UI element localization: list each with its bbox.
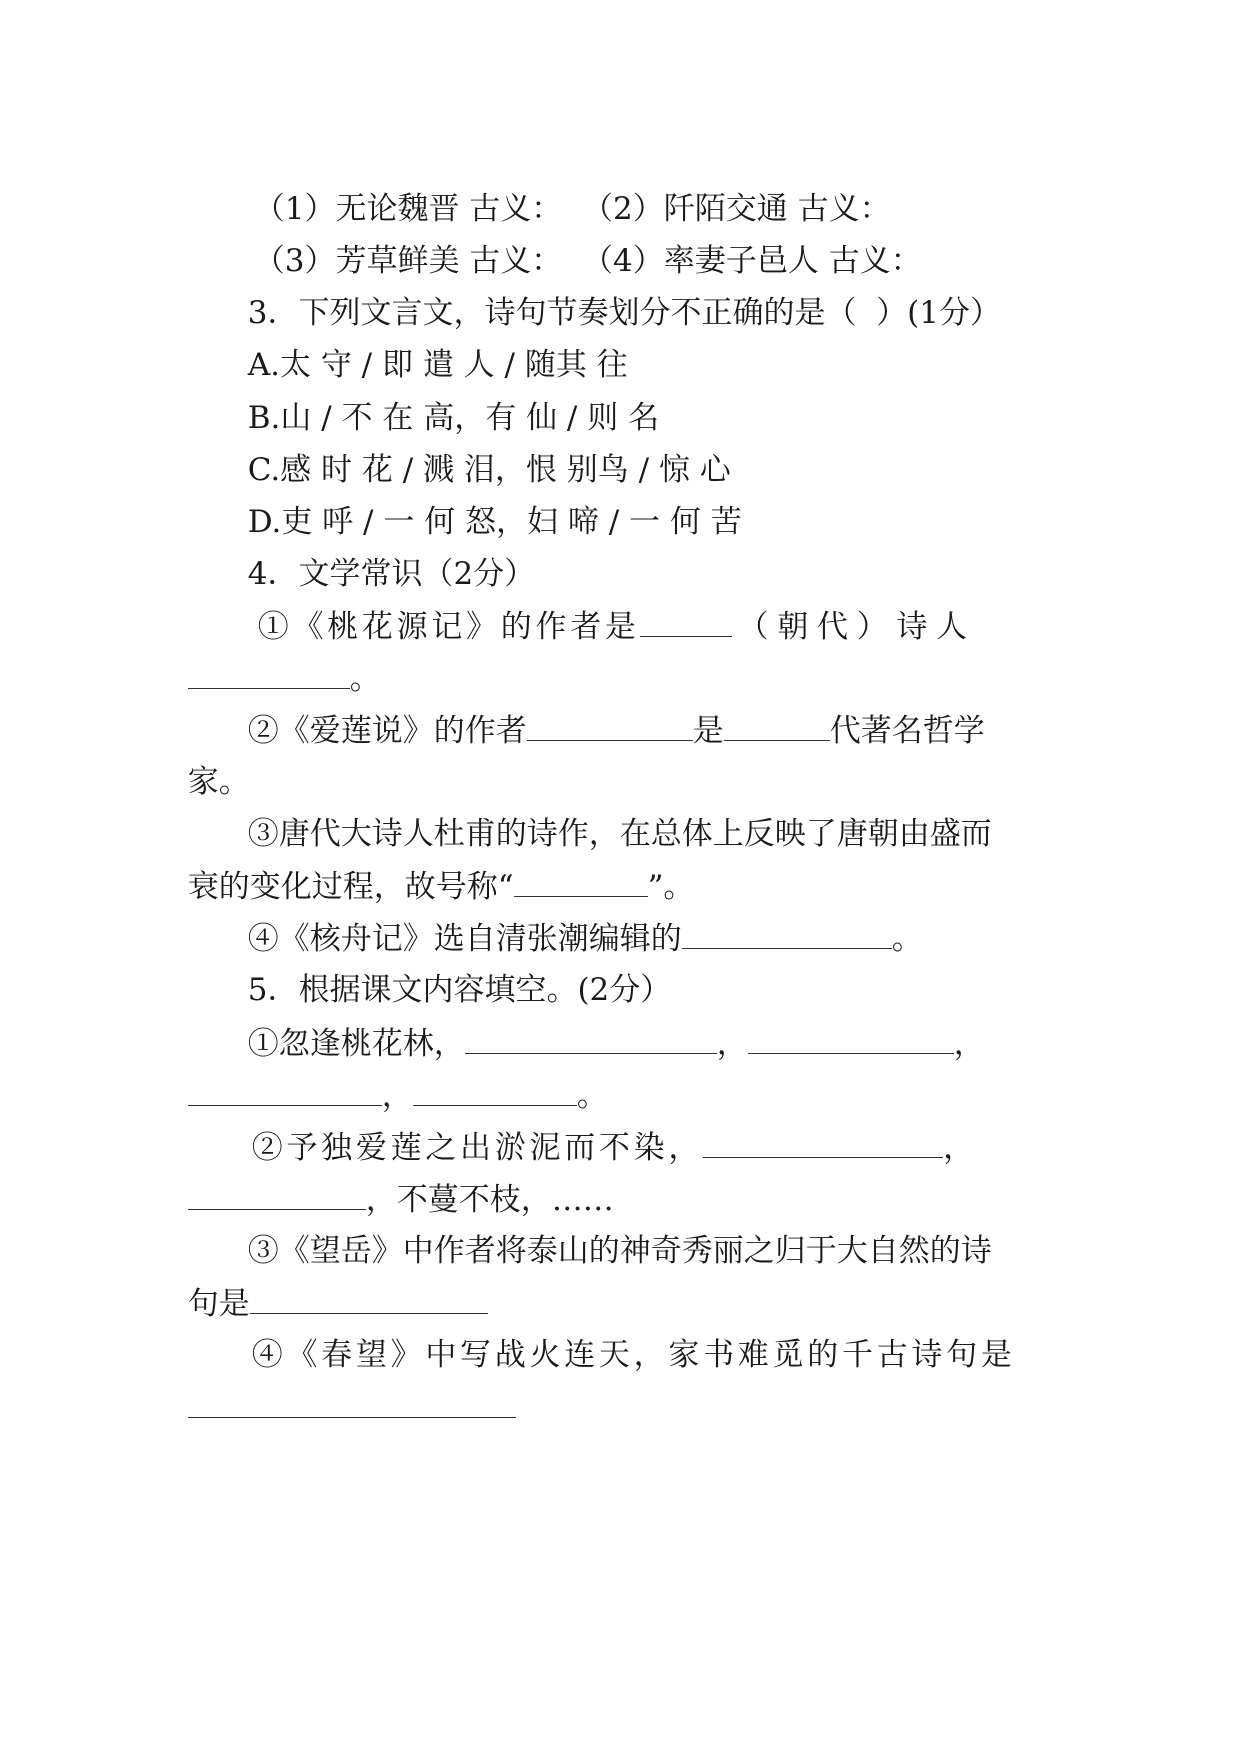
q5-item-4-cont — [168, 1347, 516, 1387]
text: ， — [716, 1026, 748, 1062]
q5-item-3-cont — [168, 1243, 488, 1322]
text: （3）芳草鲜美 古义： （4）率妻子邑人 古义： — [253, 243, 922, 279]
option-b — [228, 358, 660, 436]
text: A.太 守 / 即 遣 人 / 随其 往 — [247, 347, 628, 383]
text: 代著名哲学 — [829, 713, 985, 749]
text: 。 — [349, 661, 381, 697]
q5-item-2-cont — [168, 1139, 614, 1218]
answer-blank[interactable] — [640, 606, 732, 637]
option-d — [228, 462, 742, 540]
q5-item-3 — [228, 1191, 992, 1269]
question-5 — [228, 930, 672, 1008]
text: 3．下列文言文，诗句节奏划分不正确的是（ ）(1分） — [247, 295, 1001, 331]
text: 是 — [692, 713, 724, 749]
text: ， — [943, 1130, 975, 1166]
text: ①忽逢桃花林， — [247, 1026, 465, 1062]
q5-item-4 — [232, 1295, 1016, 1373]
line-2 — [234, 201, 922, 279]
text: 。 — [576, 1078, 608, 1114]
text: ④《核舟记》选自清张潮编辑的 — [247, 921, 682, 957]
text: ③唐代大诗人杜甫的诗作，在总体上反映了唐朝由盛而 — [247, 816, 992, 852]
text: ③《望岳》中作者将泰山的神奇秀丽之归于大自然的诗 — [247, 1233, 992, 1269]
text: C.感 时 花 / 溅 泪，恨 别鸟 / 惊 心 — [247, 452, 731, 488]
text: ①《桃花源记》的作者是 — [257, 609, 640, 645]
option-a — [228, 305, 628, 383]
text: ”。 — [647, 869, 695, 905]
text: （朝代）诗人 — [737, 609, 976, 645]
answer-blank[interactable] — [724, 710, 830, 741]
q4-item-3 — [228, 774, 992, 852]
text: ， — [381, 1078, 413, 1114]
q4-item-3-cont — [168, 826, 695, 905]
answer-blank[interactable] — [527, 710, 693, 741]
line-1 — [234, 149, 891, 227]
text: ②《爱莲说》的作者 — [247, 713, 527, 749]
text: B.山 / 不 在 高，有 仙 / 则 名 — [247, 400, 660, 436]
question-4 — [228, 514, 536, 592]
text: 句是 — [187, 1286, 250, 1322]
text: ， — [953, 1026, 985, 1062]
answer-blank[interactable] — [748, 1023, 954, 1054]
q4-item-2-cont — [168, 722, 250, 800]
q4-item-4 — [228, 878, 923, 957]
text: 衰的变化过程，故号称“ — [187, 869, 514, 905]
text: D.吏 呼 / 一 何 怒，妇 啼 / 一 何 苦 — [247, 504, 742, 540]
q4-item-1 — [238, 566, 976, 645]
text: （1）无论魏晋 古义： （2）阡陌交通 古义： — [253, 191, 891, 227]
text: 4．文学常识（2分） — [247, 556, 536, 592]
text: 。 — [891, 921, 923, 957]
option-c — [228, 410, 731, 488]
q5-item-2 — [232, 1087, 975, 1166]
text: 5．根据课文内容填空。(2分） — [247, 972, 672, 1008]
answer-blank[interactable] — [703, 1127, 943, 1158]
q5-item-1 — [228, 983, 985, 1062]
q4-item-2 — [228, 670, 985, 749]
question-3 — [228, 253, 1001, 331]
q4-item-1-cont — [168, 618, 381, 697]
text: ④《春望》中写战火连天，家书难觅的千古诗句是 — [251, 1337, 1016, 1373]
text: ，不蔓不枝，…… — [365, 1182, 614, 1218]
answer-blank[interactable] — [682, 918, 892, 949]
answer-blank[interactable] — [188, 1387, 516, 1418]
text: 家。 — [187, 764, 250, 800]
q5-item-1-cont — [168, 1035, 608, 1114]
text: ②予独爱莲之出淤泥而不染， — [251, 1130, 704, 1166]
